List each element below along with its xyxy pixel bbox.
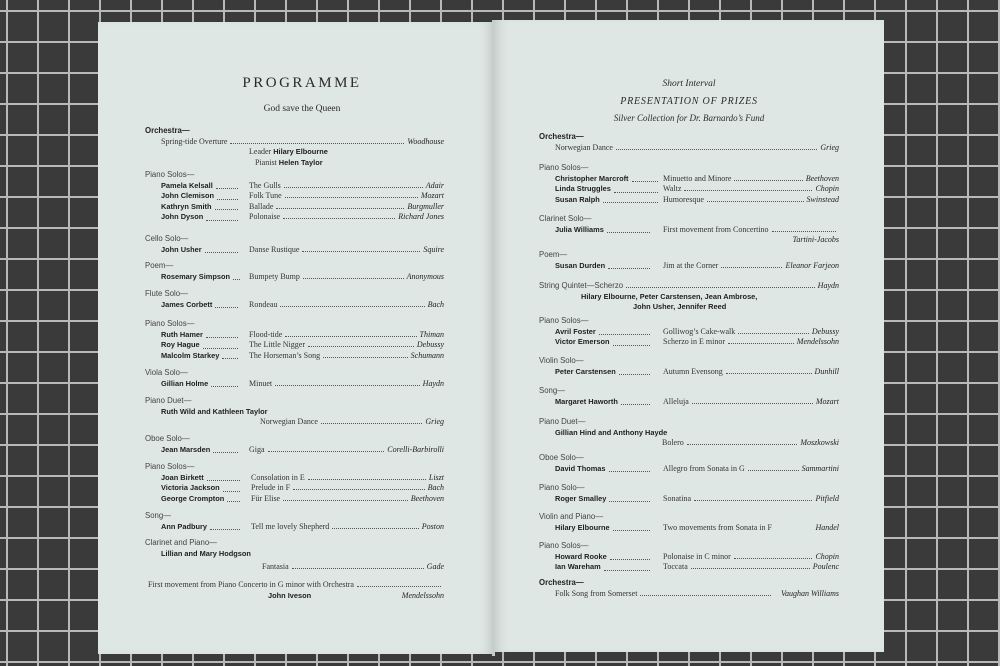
dot-leader — [283, 218, 395, 219]
composer: Haydn — [817, 281, 839, 290]
presentation-line: PRESENTATION OF PRIZES — [620, 96, 758, 107]
dot-leader — [687, 444, 798, 445]
performer: David Thomas — [555, 463, 606, 473]
piece: Giga — [249, 444, 265, 454]
piece: Sonatina — [663, 493, 691, 503]
performer: Hilary Elbourne — [273, 147, 328, 157]
performer: Avril Foster — [555, 326, 596, 336]
composer: Thiman — [419, 329, 444, 339]
performer: Roger Smalley — [555, 493, 607, 503]
programme-row — [539, 523, 839, 534]
composer: Corelli-Barbirolli — [387, 444, 444, 454]
left-page — [98, 22, 494, 654]
section-heading: Piano Solos— — [539, 316, 589, 325]
dot-leader — [285, 197, 418, 198]
performer: John Iveson — [268, 590, 312, 600]
string-quintet-section — [539, 281, 839, 313]
dot-leader — [603, 195, 658, 204]
dot-leader — [213, 445, 238, 454]
dot-leader — [323, 357, 408, 358]
performer: Victor Emerson — [555, 337, 610, 347]
leader-row — [145, 147, 444, 158]
dot-leader — [632, 174, 658, 183]
piece: Norwegian Dance — [260, 417, 318, 427]
section-heading: Piano Duet— — [539, 417, 586, 426]
programme-row — [539, 438, 839, 449]
piece: Polonaise in C minor — [663, 551, 731, 561]
composer: Liszt — [428, 472, 444, 482]
piano-solos-section — [539, 541, 839, 573]
piano-solo-section — [539, 483, 839, 504]
composer: Debussy — [811, 326, 839, 336]
performer: Ann Padbury — [161, 521, 207, 531]
performer: George Crompton — [161, 493, 225, 503]
section-heading: Piano Solos— — [145, 462, 195, 471]
piece: Ballade — [249, 201, 274, 211]
piece: Minuet — [249, 378, 273, 388]
poem-section — [145, 261, 444, 282]
programme-row — [539, 327, 839, 338]
composer: Swinstead — [806, 194, 839, 204]
performer: John Usher, Jennifer Reed — [633, 302, 727, 312]
programme-row — [539, 494, 839, 505]
violin-piano-section — [539, 512, 839, 533]
piece: Allegro from Sonata in G — [663, 463, 745, 473]
programme-row — [145, 137, 444, 148]
section-heading: Piano Solos— — [539, 163, 589, 172]
piano-solos-section — [539, 316, 839, 348]
dot-leader — [707, 201, 804, 202]
dot-leader — [734, 180, 802, 181]
collection-line: Silver Collection for Dr. Barnardo’s Fund — [613, 113, 765, 123]
dot-leader — [280, 306, 424, 307]
piece: First movement from Concertino — [663, 224, 769, 234]
dot-leader — [302, 251, 420, 252]
dot-leader — [607, 225, 650, 234]
dot-leader — [205, 245, 238, 254]
dot-leader — [211, 379, 238, 388]
dot-leader — [721, 267, 782, 268]
programme-row — [539, 552, 839, 563]
composer: Grieg — [820, 142, 839, 152]
composer: Dunhill — [814, 366, 839, 376]
performers-row — [539, 302, 839, 313]
composer: Mendelssohn — [796, 337, 839, 347]
programme-row — [145, 272, 444, 283]
composer: Haydn — [422, 378, 444, 388]
dot-leader — [203, 340, 238, 349]
piece: Fantasia — [262, 562, 289, 572]
performer: Margaret Haworth — [555, 396, 618, 406]
composer: Handel — [815, 522, 839, 532]
dot-leader — [609, 464, 650, 473]
clarinet-solo-section — [539, 214, 839, 246]
composer: Adair — [425, 180, 444, 190]
dot-leader — [734, 558, 813, 559]
performer: John Dyson — [161, 212, 204, 222]
programme-row — [145, 181, 444, 192]
flute-solo-section — [145, 289, 444, 310]
piece: Bumpety Bump — [249, 271, 300, 281]
section-heading: Orchestra— — [145, 126, 190, 135]
section-heading: Flute Solo— — [145, 289, 188, 298]
dot-leader — [726, 373, 812, 374]
dot-leader — [283, 500, 408, 501]
composer: Beethoven — [410, 493, 444, 503]
dot-leader — [599, 327, 650, 336]
programme-row — [539, 184, 839, 195]
programme-title: PROGRAMME — [242, 75, 362, 91]
role-label: Pianist — [255, 157, 277, 167]
dot-leader — [216, 181, 238, 190]
cello-solo-section — [145, 234, 444, 255]
composer-row — [539, 235, 839, 246]
programme-row — [539, 464, 839, 475]
performer: Ruth Hamer — [161, 329, 203, 339]
poem-section — [539, 250, 839, 271]
performers-row — [145, 549, 444, 560]
composer: Anonymous — [406, 271, 444, 281]
composer: Chopin — [815, 551, 839, 561]
programme-row — [539, 337, 839, 348]
section-heading: Cello Solo— — [145, 234, 189, 243]
piece: Two movements from Sonata in F — [663, 522, 772, 532]
interval-line: Short Interval — [662, 79, 716, 89]
performer: Lillian and Mary Hodgson — [161, 548, 251, 558]
dot-leader — [609, 494, 650, 503]
orchestra-section — [539, 132, 839, 153]
dot-leader — [227, 494, 240, 503]
section-heading: Poem— — [145, 261, 174, 270]
performer: John Usher — [161, 244, 202, 254]
composer: Vaughan Williams — [780, 588, 839, 598]
dot-leader — [613, 523, 650, 532]
programme-row — [145, 562, 444, 573]
piano-solos-section — [145, 462, 444, 504]
dot-leader — [217, 191, 238, 200]
composer: Bach — [427, 299, 444, 309]
piece: Consolation in E — [251, 472, 305, 482]
performer: James Corbett — [161, 299, 213, 309]
programme-row — [145, 483, 444, 494]
programme-row — [145, 445, 444, 456]
performer: Joan Birkett — [161, 472, 204, 482]
composer: Pitfield — [815, 493, 839, 503]
composer: Schumann — [410, 350, 444, 360]
orchestra-section — [145, 126, 444, 168]
composer: Mendelssohn — [401, 590, 444, 600]
dot-leader — [223, 483, 240, 492]
programme-row — [539, 589, 839, 600]
dot-leader — [614, 184, 658, 193]
piece: Scherzo in E minor — [663, 337, 725, 347]
dot-leader — [748, 470, 799, 471]
performer: Hilary Elbourne — [555, 522, 610, 532]
composer: Bach — [427, 483, 444, 493]
programme-row — [145, 300, 444, 311]
performer: Malcolm Starkey — [161, 350, 220, 360]
programme-row — [145, 212, 444, 223]
section-heading: Viola Solo— — [145, 368, 188, 377]
dot-leader — [640, 595, 771, 596]
composer: Poulenc — [812, 562, 839, 572]
dot-leader — [604, 562, 650, 571]
programme-row — [145, 522, 444, 533]
concerto-section — [148, 580, 444, 601]
dot-leader — [616, 149, 817, 150]
dot-leader — [738, 333, 809, 334]
performer: Susan Durden — [555, 260, 606, 270]
composer: Chopin — [815, 184, 839, 194]
section-heading: Piano Solo— — [539, 483, 585, 492]
performer: Ian Wareham — [555, 562, 601, 572]
piece: Für Elise — [251, 493, 281, 503]
composer: Poston — [421, 521, 444, 531]
programme-row — [145, 494, 444, 505]
composer: Mozart — [420, 191, 444, 201]
performers-row — [539, 292, 839, 303]
dot-leader — [626, 287, 815, 288]
dot-leader — [215, 300, 238, 309]
programme-row — [539, 281, 839, 292]
section-heading: Piano Solos— — [145, 319, 195, 328]
song-section — [145, 511, 444, 532]
dot-leader — [684, 190, 812, 191]
programme-row — [145, 417, 444, 428]
section-heading: Song— — [539, 386, 566, 395]
dot-leader — [321, 423, 422, 424]
section-heading: Piano Solos— — [539, 541, 589, 550]
section-heading: Clarinet Solo— — [539, 214, 592, 223]
piano-solos-section — [539, 163, 839, 205]
piece: Spring-tide Overture — [161, 136, 228, 146]
right-page — [494, 20, 884, 652]
programme-row — [539, 397, 839, 408]
dot-leader — [284, 187, 423, 188]
oboe-solo-section — [539, 453, 839, 474]
piece: Autumn Evensong — [663, 366, 723, 376]
performer: Christopher Marcroft — [555, 173, 629, 183]
section-heading: String Quintet—Scherzo — [539, 281, 624, 290]
performer: Kathryn Smith — [161, 201, 212, 211]
programme-row — [539, 143, 839, 154]
section-heading: Piano Solos— — [145, 170, 195, 179]
dot-leader — [293, 489, 424, 490]
piece: Norwegian Dance — [555, 142, 613, 152]
composer: Moszkowski — [800, 438, 839, 448]
programme-row — [539, 195, 839, 206]
dot-leader — [275, 385, 420, 386]
piece: Alleluja — [663, 396, 689, 406]
dot-leader — [728, 343, 794, 344]
section-heading: Orchestra— — [539, 578, 584, 587]
piano-solos-section — [145, 319, 444, 361]
performers-row — [539, 428, 839, 439]
composer: Woodhouse — [407, 136, 444, 146]
piano-solos-section — [145, 170, 444, 223]
dot-leader — [357, 586, 441, 587]
piece: The Little Nigger — [249, 340, 305, 350]
programme-row — [145, 340, 444, 351]
piece: Toccata — [663, 562, 688, 572]
dot-leader — [308, 479, 426, 480]
dot-leader — [619, 367, 650, 376]
dot-leader — [210, 522, 240, 531]
performer: John Clemison — [161, 191, 214, 201]
piece: Folk Tune — [249, 191, 282, 201]
piece: Humoresque — [663, 194, 704, 204]
section-heading: Violin Solo— — [539, 356, 584, 365]
piece: Danse Rustique — [249, 244, 300, 254]
dot-leader — [268, 451, 385, 452]
dot-leader — [691, 568, 810, 569]
dot-leader — [692, 403, 813, 404]
piece: The Horseman’s Song — [249, 350, 321, 360]
piece: The Gulls — [249, 180, 281, 190]
programme-row — [539, 174, 839, 185]
programme-row — [145, 330, 444, 341]
performer: Pamela Kelsall — [161, 180, 213, 190]
piece: First movement from Piano Concerto in G minor with Orchestra — [148, 580, 354, 589]
composer: Debussy — [416, 340, 444, 350]
section-heading: Oboe Solo— — [145, 434, 190, 443]
section-heading: Violin and Piano— — [539, 512, 604, 521]
pianist-row — [145, 158, 444, 169]
dot-leader — [230, 143, 404, 144]
dot-leader — [222, 351, 238, 360]
dot-leader — [207, 473, 240, 482]
programme-row — [539, 225, 839, 236]
dot-leader — [608, 261, 650, 270]
dot-leader — [621, 397, 650, 406]
performer: Helen Taylor — [278, 157, 323, 167]
dot-leader — [694, 500, 812, 501]
section-heading: Song— — [145, 511, 172, 520]
programme-row — [148, 580, 444, 591]
piece: Bolero — [662, 438, 684, 448]
role-label: Leader — [249, 147, 272, 157]
dot-leader — [233, 272, 240, 281]
performer: Roy Hague — [161, 340, 200, 350]
piece: Waltz — [663, 184, 682, 194]
composer: Squire — [423, 244, 444, 254]
composer: Grieg — [425, 417, 444, 427]
programme-row — [145, 191, 444, 202]
composer: Tartini-Jacobs — [792, 235, 839, 245]
piece: Minuetto and Minore — [663, 173, 732, 183]
piece: Golliwog’s Cake-walk — [663, 326, 736, 336]
performers-row — [145, 407, 444, 418]
performer: Susan Ralph — [555, 194, 600, 204]
dot-leader — [285, 336, 416, 337]
dot-leader — [308, 346, 414, 347]
performer: Gillian Holme — [161, 378, 209, 388]
anthem-line: God save the Queen — [263, 104, 341, 114]
programme-row — [539, 562, 839, 573]
performer: Victoria Jackson — [161, 483, 220, 493]
programme-row — [539, 261, 839, 272]
programme-row — [145, 379, 444, 390]
piece: Polonaise — [249, 212, 281, 222]
performer: Peter Carstensen — [555, 366, 616, 376]
performer: Rosemary Simpson — [161, 271, 231, 281]
programme-row — [145, 202, 444, 213]
dot-leader — [215, 202, 238, 211]
oboe-solo-section — [145, 434, 444, 455]
performer: Gillian Hind and Anthony Hayde — [555, 427, 668, 437]
dot-leader — [292, 568, 424, 569]
dot-leader — [772, 231, 836, 232]
performer: Julia Williams — [555, 224, 604, 234]
performer: Linda Struggles — [555, 184, 611, 194]
viola-solo-section — [145, 368, 444, 389]
piano-duet-section — [539, 417, 839, 449]
dot-leader — [206, 212, 238, 221]
violin-solo-section — [539, 356, 839, 377]
programme-row — [145, 351, 444, 362]
composer: Sammartini — [801, 463, 839, 473]
composer: Burgmuller — [407, 201, 444, 211]
performer: Ruth Wild and Kathleen Taylor — [161, 406, 268, 416]
performer-row — [148, 591, 444, 602]
performer: Howard Rooke — [555, 551, 607, 561]
section-heading: Oboe Solo— — [539, 453, 584, 462]
programme-row — [145, 245, 444, 256]
piece: Prelude in F — [251, 483, 291, 493]
dot-leader — [276, 208, 404, 209]
section-heading: Orchestra— — [539, 132, 584, 141]
piece: Folk Song from Somerset — [555, 588, 638, 598]
dot-leader — [613, 337, 651, 346]
composer: Beethoven — [805, 173, 839, 183]
section-heading: Piano Duet— — [145, 396, 192, 405]
performer: Hilary Elbourne, Peter Carstensen, Jean Ambrose, — [581, 291, 758, 301]
programme-row — [145, 473, 444, 484]
dot-leader — [303, 278, 404, 279]
dot-leader — [332, 528, 418, 529]
performer: Jean Marsden — [161, 444, 211, 454]
clarinet-piano-section — [145, 538, 444, 573]
piece: Flood-tide — [249, 329, 283, 339]
piece: Tell me lovely Shepherd — [251, 521, 330, 531]
section-heading: Clarinet and Piano— — [145, 538, 217, 547]
dot-leader — [610, 552, 650, 561]
composer: Mozart — [815, 396, 839, 406]
song-section — [539, 386, 839, 407]
programme-row — [539, 367, 839, 378]
composer: Gade — [426, 562, 444, 572]
piano-duet-section — [145, 396, 444, 428]
orchestra-section — [539, 578, 839, 599]
composer: Richard Jones — [398, 212, 444, 222]
section-heading: Poem— — [539, 250, 568, 259]
piece: Rondeau — [249, 299, 278, 309]
dot-leader — [206, 330, 238, 339]
composer: Eleanor Farjeon — [785, 260, 839, 270]
piece: Jim at the Corner — [663, 260, 719, 270]
